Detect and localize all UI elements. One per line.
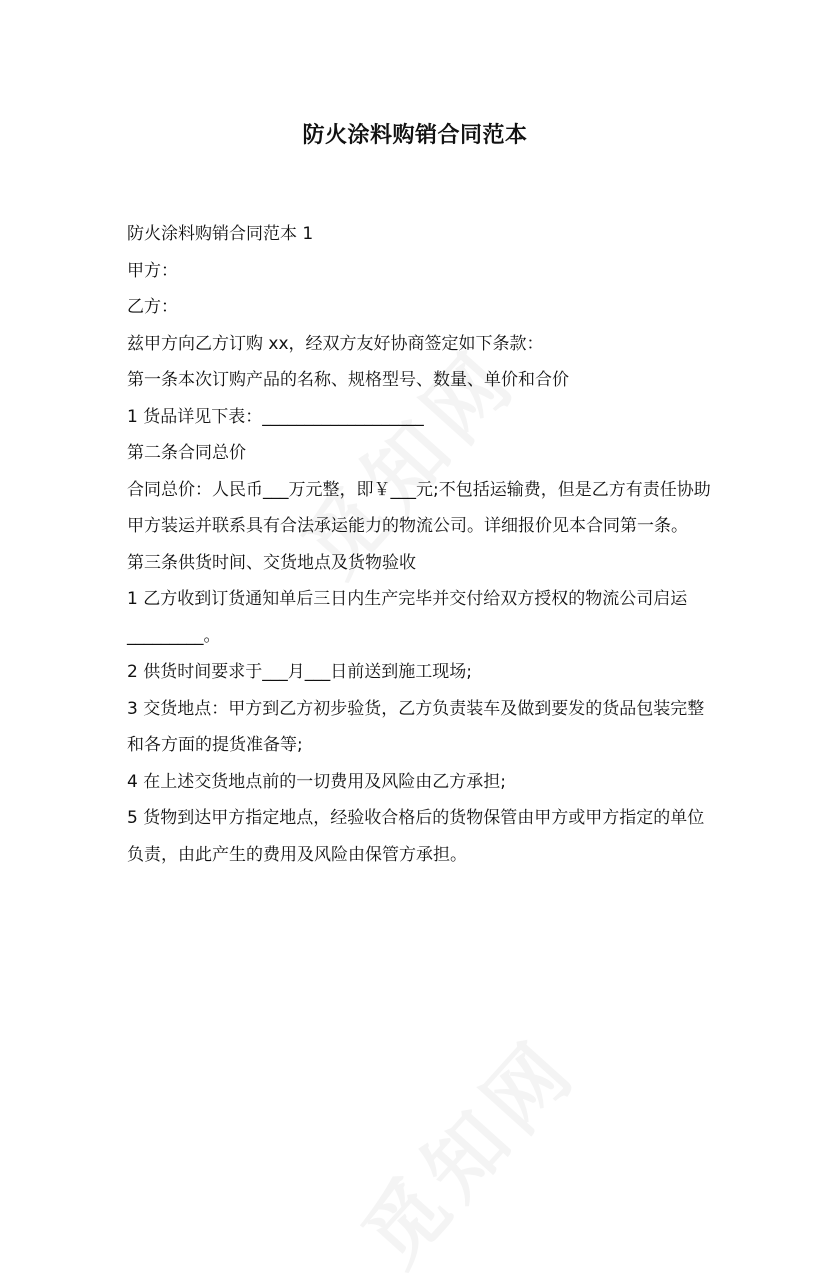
paragraph: 5 货物到达甲方指定地点，经验收合格后的货物保管由甲方或甲方指定的单位负责，由此产生的费用及风险由保管方承担。 [127, 808, 705, 865]
paragraph: 甲方： [127, 260, 178, 281]
paragraph: 1 乙方收到订货通知单后三日内生产完毕并交付给双方授权的物流公司启运_________。 [127, 589, 688, 646]
paragraph: 1 货品详见下表：___________________ [127, 406, 424, 427]
paragraph: 乙方： [127, 297, 178, 317]
document-body [127, 216, 711, 873]
paragraph: 兹甲方向乙方订购 xx，经双方友好协商签定如下条款： [127, 333, 544, 354]
document-title: 防火涂料购销合同范本 [302, 123, 528, 148]
watermark [332, 1009, 598, 1286]
paragraph: 第二条合同总价 [127, 443, 246, 463]
paragraph: 第一条本次订购产品的名称、规格型号、数量、单价和合价 [127, 370, 569, 390]
paragraph: 4 在上述交货地点前的一切费用及风险由乙方承担; [127, 771, 506, 792]
paragraph: 3 交货地点：甲方到乙方初步验货，乙方负责装车及做到要发的货品包装完整和各方面的提货准备等; [127, 698, 705, 755]
paragraph: 防火涂料购销合同范本 1 [127, 224, 314, 244]
paragraph: 合同总价：人民币___万元整，即￥___元;不包括运输费，但是乙方有责任协助甲方装运并联系具有合法承运能力的物流公司。详细报价见本合同第一条。 [127, 479, 711, 536]
paragraph: 2 供货时间要求于___月___日前送到施工现场; [127, 662, 472, 682]
paragraph: 第三条供货时间、交货地点及货物验收 [127, 552, 416, 573]
